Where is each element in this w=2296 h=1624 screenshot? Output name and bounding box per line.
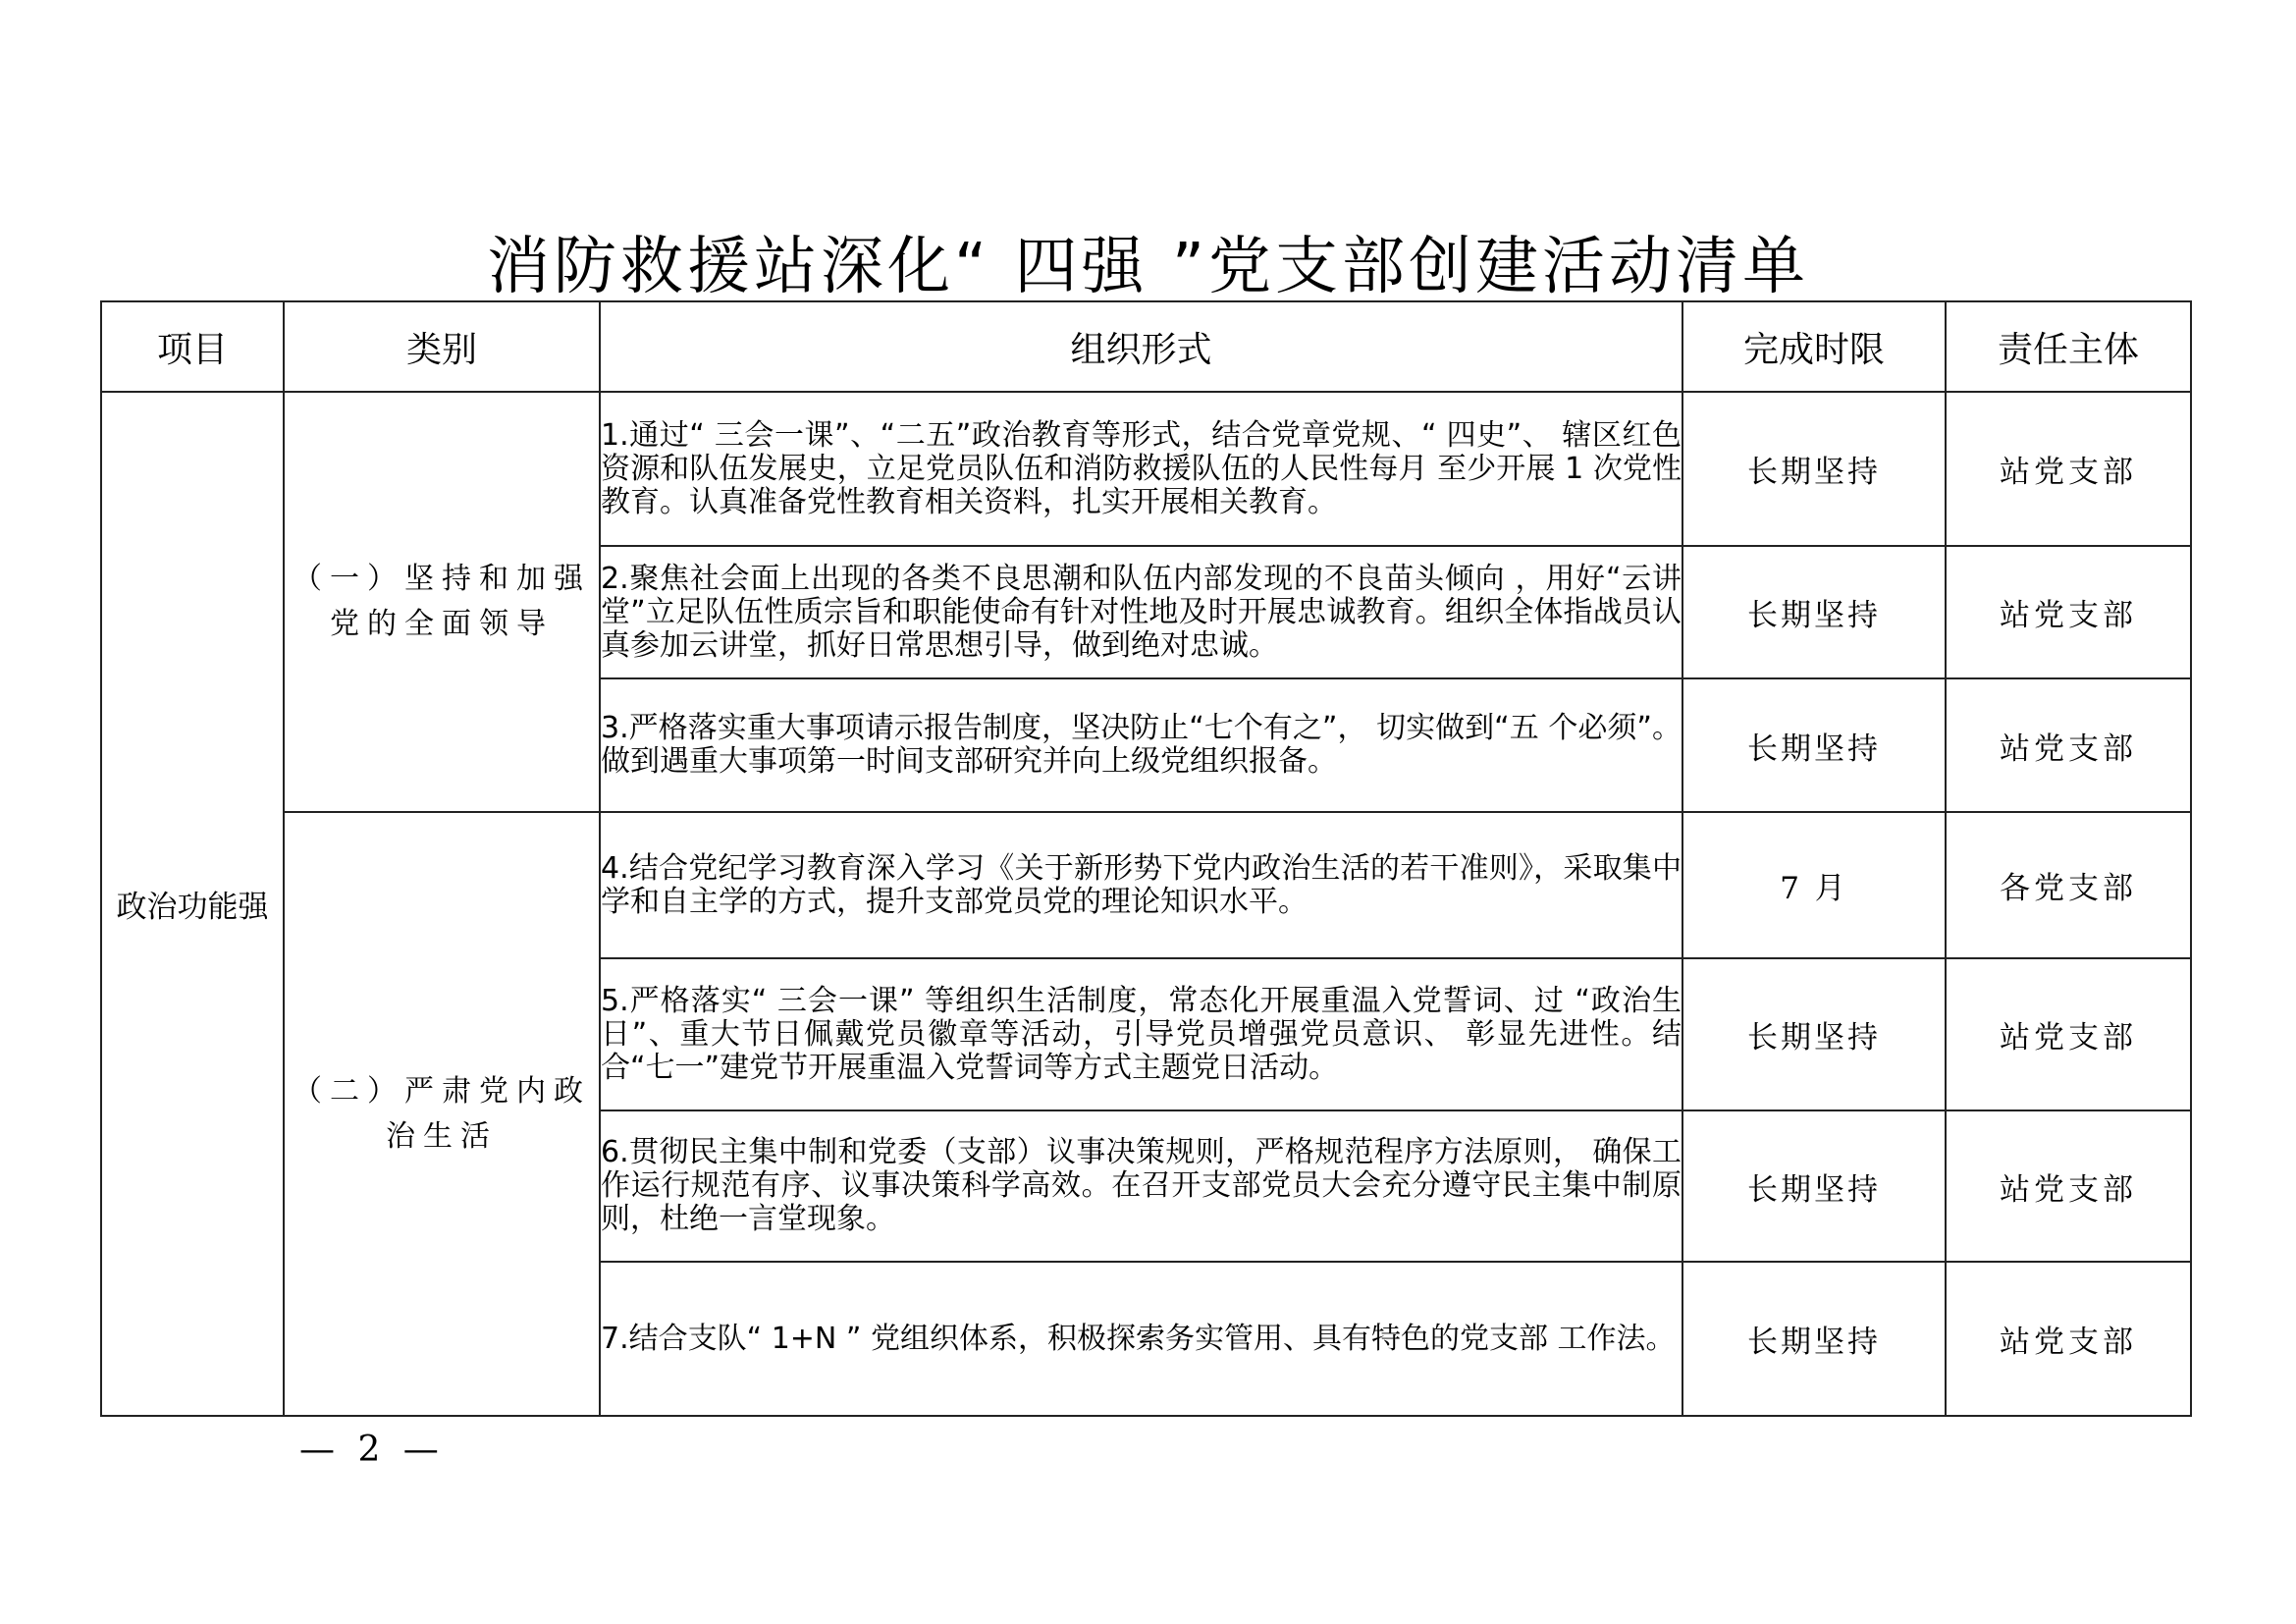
deadline-cell: 长期坚持 — [1682, 678, 1946, 812]
owner-cell: 站党支部 — [1946, 678, 2191, 812]
form-cell: 5.严格落实“ 三会一课” 等组织生活制度，常态化开展重温入党誓词、过 “政治生 日”、重大节日佩戴党员徽章等活动，引导党员增强党员意识、 彰显先进性。结合“七一”建党节开展重温入党誓词等方式主题党日活动。 — [600, 958, 1682, 1110]
deadline-cell: 长期坚持 — [1682, 958, 1946, 1110]
header-category: 类别 — [284, 301, 600, 392]
owner-cell: 各党支部 — [1946, 812, 2191, 958]
header-owner: 责任主体 — [1946, 301, 2191, 392]
form-cell: 4.结合党纪学习教育深入学习《关于新形势下党内政治生活的若干准则》，采取集中学和自主学的方式，提升支部党员党的理论知识水平。 — [600, 812, 1682, 958]
header-project: 项目 — [101, 301, 284, 392]
deadline-cell: 长期坚持 — [1682, 1262, 1946, 1416]
form-cell: 2.聚焦社会面上出现的各类不良思潮和队伍内部发现的不良苗头倾向 ，用好“云讲堂”立足队伍性质宗旨和职能使命有针对性地及时开展忠诚教育。组织全体指战员认真参加云讲堂，抓好日常思想引导，做到绝对忠诚。 — [600, 546, 1682, 678]
owner-cell: 站党支部 — [1946, 1262, 2191, 1416]
header-deadline: 完成时限 — [1682, 301, 1946, 392]
category-cell: （二）严肃党内政治生活 — [284, 812, 600, 1416]
deadline-cell: 长期坚持 — [1682, 1110, 1946, 1262]
form-cell: 1.通过“ 三会一课”、“二五”政治教育等形式，结合党章党规、“ 四史”、 辖区红色资源和队伍发展史，立足党员队伍和消防救援队伍的人民性每月 至少开展 1 次党性教育。认真准备党性教育相关资料，扎实开展相关教育。 — [600, 392, 1682, 546]
deadline-cell: 7 月 — [1682, 812, 1946, 958]
table-row — [101, 812, 2191, 958]
form-cell: 3.严格落实重大事项请示报告制度，坚决防止“七个有之”， 切实做到“五 个必须”。做到遇重大事项第一时间支部研究并向上级党组织报备。 — [600, 678, 1682, 812]
owner-cell: 站党支部 — [1946, 392, 2191, 546]
project-cell: 政治功能强 — [101, 392, 284, 1416]
page-number: — 2 — — [299, 1430, 445, 1470]
form-cell: 6.贯彻民主集中制和党委（支部）议事决策规则，严格规范程序方法原则， 确保工作运行规范有序、议事决策科学高效。在召开支部党员大会充分遵守民主集中制原则，杜绝一言堂现象。 — [600, 1110, 1682, 1262]
form-cell: 7.结合支队“ 1+N ” 党组织体系，积极探索务实管用、具有特色的党支部 工作法。 — [600, 1262, 1682, 1416]
header-form: 组织形式 — [600, 301, 1682, 392]
document-title: 消防救援站深化“ 四强 ”党支部创建活动清单 — [487, 231, 1809, 303]
category-cell: （一）坚持和加强党的全面领导 — [284, 392, 600, 812]
deadline-cell: 长期坚持 — [1682, 392, 1946, 546]
owner-cell: 站党支部 — [1946, 1110, 2191, 1262]
owner-cell: 站党支部 — [1946, 958, 2191, 1110]
table-row — [101, 392, 2191, 546]
owner-cell: 站党支部 — [1946, 546, 2191, 678]
deadline-cell: 长期坚持 — [1682, 546, 1946, 678]
table-header-row — [101, 301, 2191, 392]
activity-table — [100, 300, 2192, 1417]
